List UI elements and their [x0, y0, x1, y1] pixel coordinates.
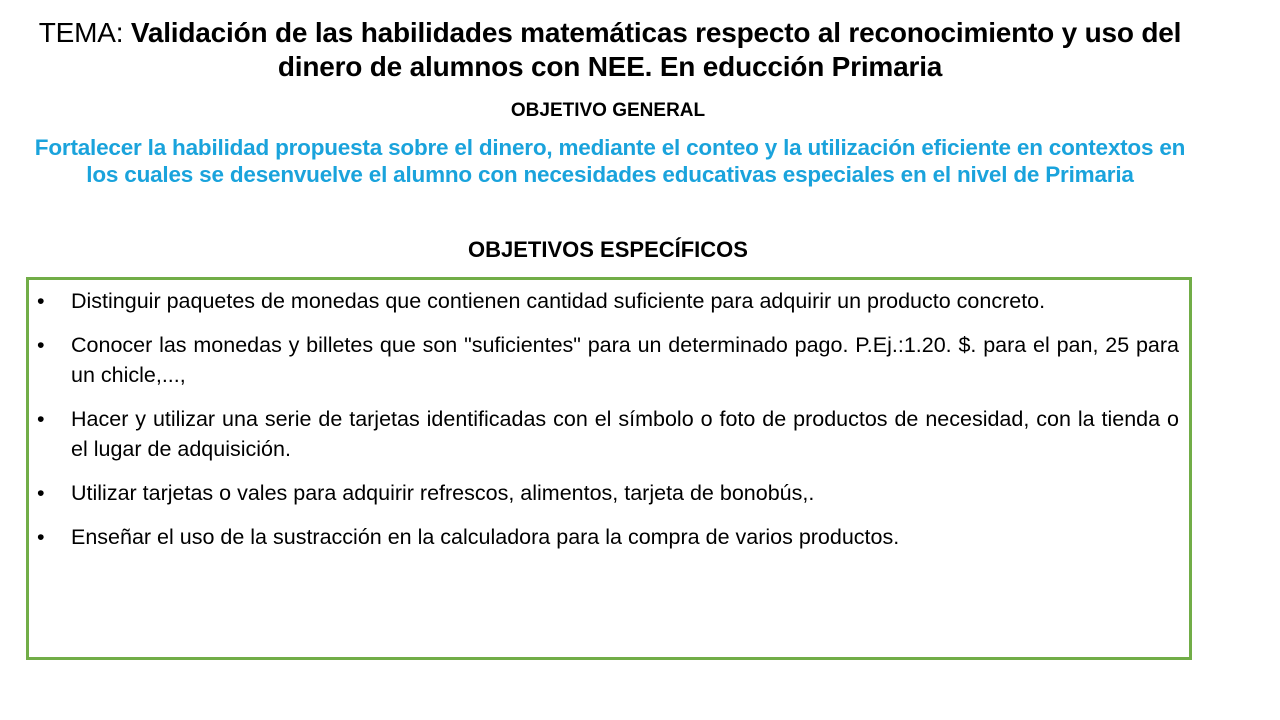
list-item-text: Conocer las monedas y billetes que son "suficientes" para un determinado pago. P.Ej.:1.20. $. para el pan, 25 para un chicle,..., — [71, 333, 1179, 387]
list-item-text: Utilizar tarjetas o vales para adquirir refrescos, alimentos, tarjeta de bonobús,. — [71, 481, 815, 505]
list-item-text: Distinguir paquetes de monedas que contienen cantidad suficiente para adquirir un producto concreto. — [71, 289, 1046, 313]
bullet-icon: • — [37, 407, 45, 431]
list-item — [37, 286, 1179, 316]
objetivos-especificos-list — [37, 286, 1179, 566]
list-item-text: Hacer y utilizar una serie de tarjetas identificadas con el símbolo o foto de productos de necesidad, con la tienda o el lugar de adquisición. — [71, 407, 1179, 461]
objetivo-general-text: Fortalecer la habilidad propuesta sobre el dinero, mediante el conteo y la utilización eficiente en contextos en los cuales se desenvuelve el alumno con necesidades educativas especiales en el nivel de Primaria — [34, 135, 1186, 187]
bullet-icon: • — [37, 525, 45, 549]
objetivos-especificos-heading: OBJETIVOS ESPECÍFICOS — [468, 237, 748, 262]
bullet-icon: • — [37, 481, 45, 505]
objetivos-especificos-box — [26, 277, 1192, 660]
list-item-text: Enseñar el uso de la sustracción en la calculadora para la compra de varios productos. — [71, 525, 900, 549]
list-item — [37, 522, 1179, 552]
list-item — [37, 404, 1179, 464]
bullet-icon: • — [37, 289, 45, 313]
bullet-icon: • — [37, 333, 45, 357]
title-main: Validación de las habilidades matemáticas respecto al reconocimiento y uso del dinero de alumnos con NEE. En educción Primaria — [130, 17, 1182, 82]
list-item — [37, 330, 1179, 390]
title-prefix: TEMA: — [38, 17, 131, 48]
slide-title — [30, 16, 1190, 84]
objetivo-general-heading: OBJETIVO GENERAL — [510, 100, 706, 121]
list-item — [37, 478, 1179, 508]
